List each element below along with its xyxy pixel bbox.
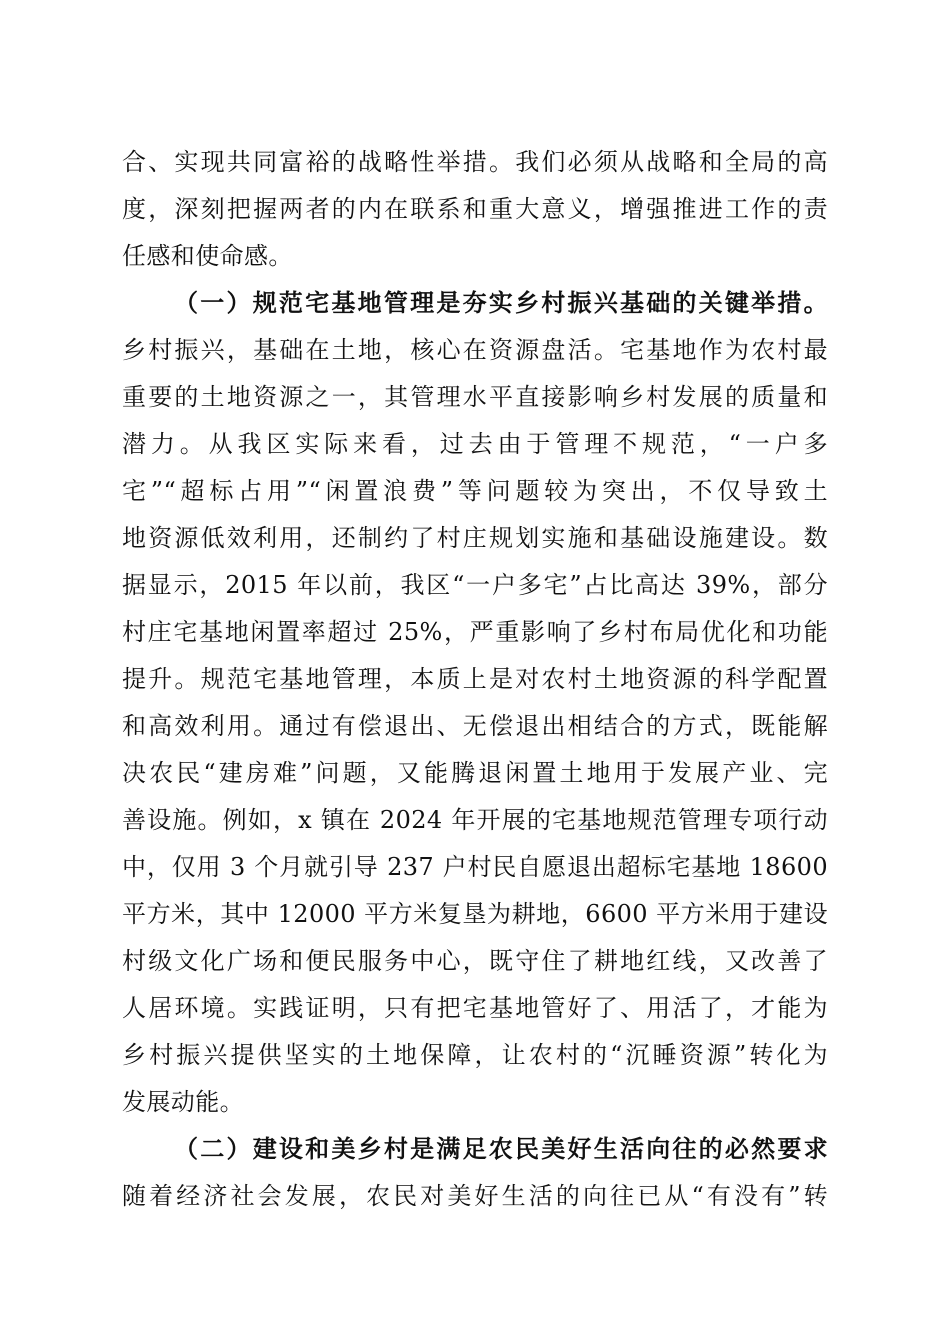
text-line: 村级文化广场和便民服务中心，既守住了耕地红线，又改善了 xyxy=(122,947,828,975)
text-line: 和高效利用。通过有偿退出、无偿退出相结合的方式，既能解 xyxy=(122,712,828,740)
text-line: 乡村振兴提供坚实的土地保障，让农村的“沉睡资源”转化为 xyxy=(122,1041,828,1069)
section-heading-1: （一）规范宅基地管理是夯实乡村振兴基础的关键举措。 xyxy=(174,288,828,317)
text-line: 中，仅用 3 个月就引导 237 户村民自愿退出超标宅基地 18600 xyxy=(122,853,828,881)
text-line: 决农民“建房难”问题，又能腾退闲置土地用于发展产业、完 xyxy=(122,759,828,787)
text-line: 村庄宅基地闲置率超过 25%，严重影响了乡村布局优化和功能 xyxy=(122,618,828,646)
text-line: 善设施。例如，x 镇在 2024 年开展的宅基地规范管理专项行动 xyxy=(122,806,828,834)
text-line: 提升。规范宅基地管理，本质上是对农村土地资源的科学配置 xyxy=(122,665,828,693)
text-line: 人居环境。实践证明，只有把宅基地管好了、用活了，才能为 xyxy=(122,994,828,1022)
text-line: 据显示，2015 年以前，我区“一户多宅”占比高达 39%，部分 xyxy=(122,571,828,599)
section-heading-2: （二）建设和美乡村是满足农民美好生活向往的必然要求 xyxy=(174,1134,828,1163)
text-line: 重要的土地资源之一，其管理水平直接影响乡村发展的质量和 xyxy=(122,383,828,411)
text-line: 合、实现共同富裕的战略性举措。我们必须从战略和全局的高 xyxy=(122,148,828,176)
text-line: 度，深刻把握两者的内在联系和重大意义，增强推进工作的责 xyxy=(122,195,828,223)
text-line: 平方米，其中 12000 平方米复垦为耕地，6600 平方米用于建设 xyxy=(122,900,828,928)
text-line: 乡村振兴，基础在土地，核心在资源盘活。宅基地作为农村最 xyxy=(122,336,828,364)
text-line: 发展动能。 xyxy=(122,1088,244,1116)
text-line: 地资源低效利用，还制约了村庄规划实施和基础设施建设。数 xyxy=(122,524,828,552)
text-line: 任感和使命感。 xyxy=(122,242,293,270)
text-line: 随着经济社会发展，农民对美好生活的向往已从“有没有”转 xyxy=(122,1182,828,1210)
text-line: 宅”“超标占用”“闲置浪费”等问题较为突出，不仅导致土 xyxy=(122,477,828,505)
text-line: 潜力。从我区实际来看，过去由于管理不规范，“一户多 xyxy=(122,430,828,458)
